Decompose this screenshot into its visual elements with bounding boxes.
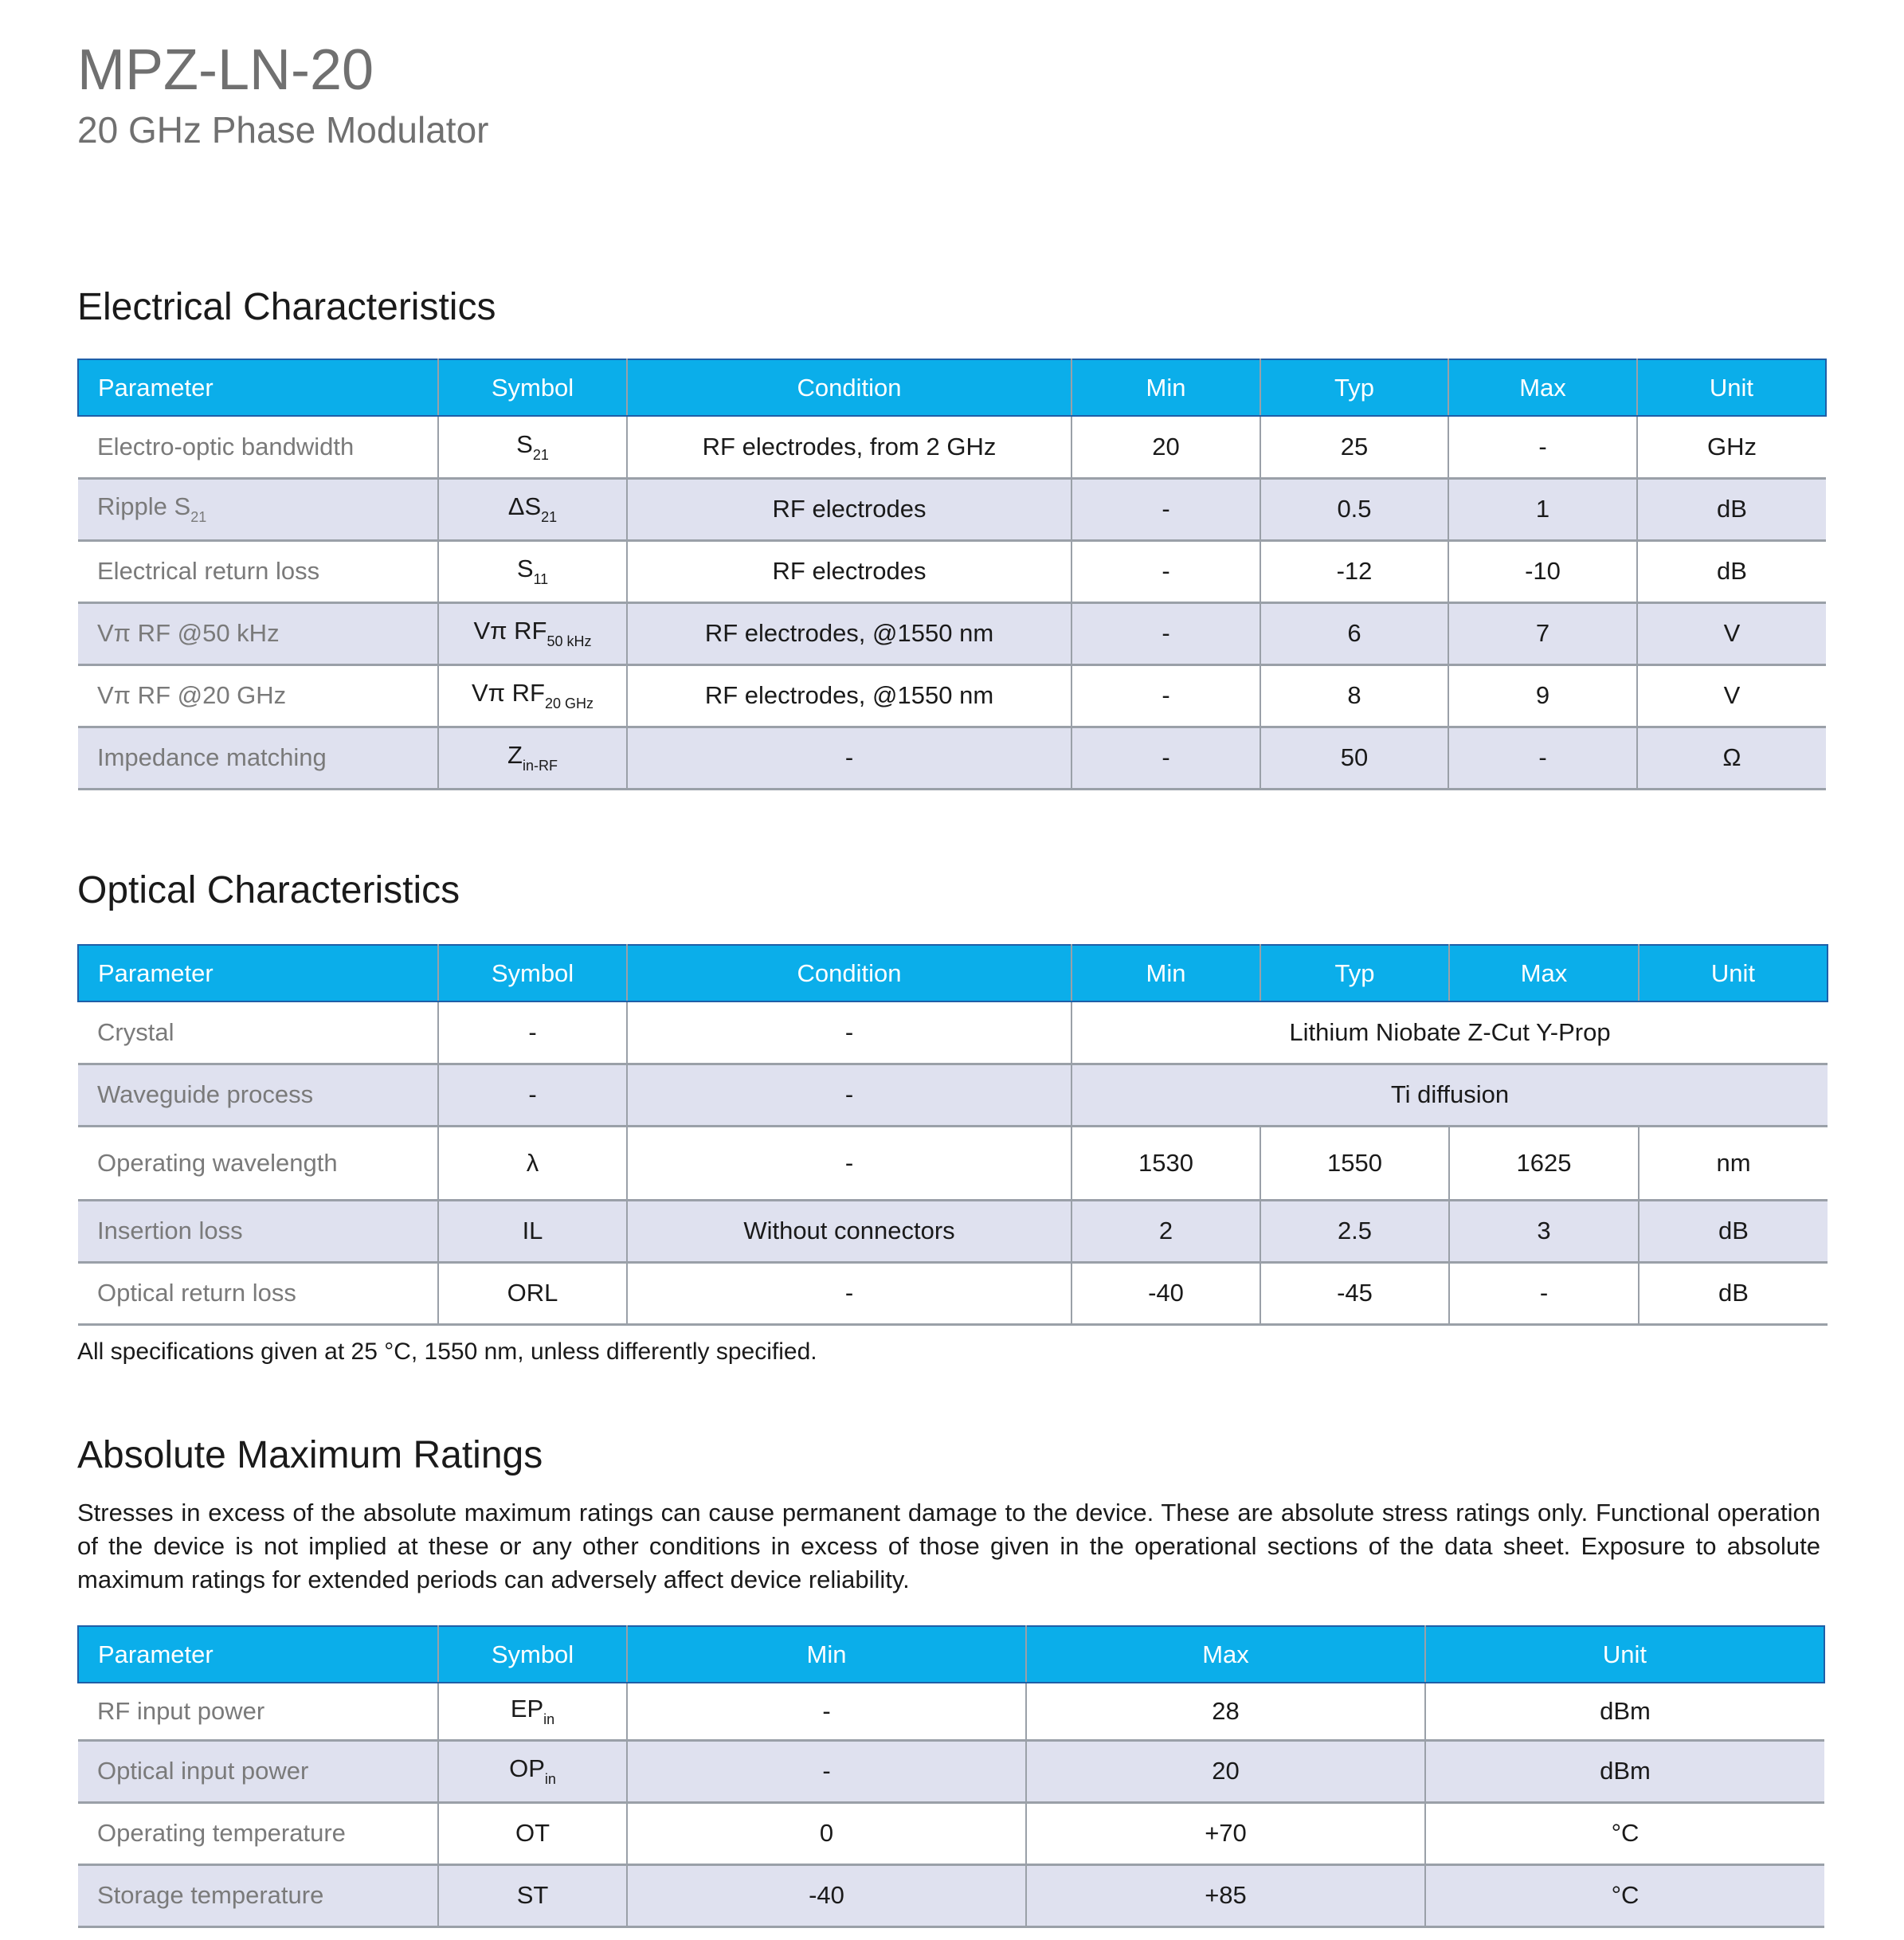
table-row bbox=[78, 1064, 1828, 1126]
condition-cell: RF electrodes bbox=[627, 540, 1071, 602]
min-cell: 0 bbox=[627, 1802, 1026, 1864]
max-cell: 1625 bbox=[1449, 1126, 1639, 1200]
symbol-cell: λ bbox=[438, 1126, 627, 1200]
absolute-table bbox=[77, 1625, 1825, 1928]
symbol-cell: $OP_{in}$ bbox=[438, 1740, 627, 1802]
max-cell: +70 bbox=[1026, 1802, 1425, 1864]
typ-cell: 25 bbox=[1260, 416, 1448, 478]
max-cell: - bbox=[1448, 727, 1637, 789]
max-cell: 7 bbox=[1448, 602, 1637, 664]
merged-value-cell: Ti diffusion bbox=[1071, 1064, 1828, 1126]
typ-cell: 50 bbox=[1260, 727, 1448, 789]
max-cell: 3 bbox=[1449, 1200, 1639, 1262]
unit-cell: dB bbox=[1637, 478, 1826, 540]
table-row bbox=[78, 1262, 1828, 1324]
col-header: Max bbox=[1026, 1626, 1425, 1683]
param-cell: Vπ RF @50 kHz bbox=[78, 602, 438, 664]
param-cell: Crystal bbox=[78, 1001, 438, 1064]
col-header: Unit bbox=[1639, 945, 1828, 1001]
max-cell: - bbox=[1449, 1262, 1639, 1324]
table-row bbox=[78, 1683, 1824, 1740]
table-row bbox=[78, 540, 1826, 602]
typ-cell: 6 bbox=[1260, 602, 1448, 664]
absolute-heading: Absolute Maximum Ratings bbox=[77, 1434, 543, 1476]
param-cell: Electrical return loss bbox=[78, 540, 438, 602]
param-cell: RF input power bbox=[78, 1683, 438, 1740]
param-cell: Insertion loss bbox=[78, 1200, 438, 1262]
min-cell: 1530 bbox=[1071, 1126, 1260, 1200]
absolute-description: Stresses in excess of the absolute maximum ratings can cause permanent damage to the device. These are absolute stress ratings only. Functional operation of the device is not implied at these or any other conditions in excess of those given in the operational sections of the data sheet. Exposure to absolute maximum ratings for extended periods can adversely affect device reliability. bbox=[77, 1499, 1820, 1593]
symbol-cell: ST bbox=[438, 1864, 627, 1926]
col-header: Min bbox=[1071, 359, 1260, 416]
col-header: Symbol bbox=[438, 359, 627, 416]
symbol-cell: - bbox=[438, 1001, 627, 1064]
unit-cell: GHz bbox=[1637, 416, 1826, 478]
min-cell: - bbox=[1071, 727, 1260, 789]
electrical-table bbox=[77, 359, 1827, 790]
col-header: Parameter bbox=[78, 945, 438, 1001]
col-header: Parameter bbox=[78, 359, 438, 416]
symbol-cell: ORL bbox=[438, 1262, 627, 1324]
col-header: Typ bbox=[1260, 359, 1448, 416]
unit-cell: Ω bbox=[1637, 727, 1826, 789]
unit-cell: °C bbox=[1425, 1802, 1824, 1864]
condition-cell: - bbox=[627, 1001, 1071, 1064]
max-cell: - bbox=[1448, 416, 1637, 478]
unit-cell: nm bbox=[1639, 1126, 1828, 1200]
symbol-cell: $\Delta S_{21}$ bbox=[438, 478, 627, 540]
param-cell: Electro-optic bandwidth bbox=[78, 416, 438, 478]
unit-cell: °C bbox=[1425, 1864, 1824, 1926]
optical-table bbox=[77, 944, 1828, 1326]
symbol-cell: Vπ $RF_{20 GHz}$ bbox=[438, 664, 627, 727]
symbol-cell: - bbox=[438, 1064, 627, 1126]
typ-cell: 1550 bbox=[1260, 1126, 1449, 1200]
col-header: Symbol bbox=[438, 945, 627, 1001]
param-cell: Optical input power bbox=[78, 1740, 438, 1802]
table-row bbox=[78, 602, 1826, 664]
table-row bbox=[78, 416, 1826, 478]
unit-cell: dB bbox=[1639, 1200, 1828, 1262]
typ-cell: 0.5 bbox=[1260, 478, 1448, 540]
table-row bbox=[78, 1864, 1824, 1926]
max-cell: -10 bbox=[1448, 540, 1637, 602]
min-cell: - bbox=[627, 1740, 1026, 1802]
product-title: MPZ-LN-20 bbox=[77, 38, 374, 102]
col-header: Typ bbox=[1260, 945, 1449, 1001]
min-cell: 2 bbox=[1071, 1200, 1260, 1262]
symbol-cell: $Z_{in-RF}$ bbox=[438, 727, 627, 789]
col-header: Unit bbox=[1425, 1626, 1824, 1683]
condition-cell: RF electrodes, @1550 nm bbox=[627, 602, 1071, 664]
col-header: Min bbox=[627, 1626, 1026, 1683]
min-cell: - bbox=[627, 1683, 1026, 1740]
min-cell: -40 bbox=[1071, 1262, 1260, 1324]
col-header: Symbol bbox=[438, 1626, 627, 1683]
condition-cell: - bbox=[627, 1126, 1071, 1200]
col-header: Max bbox=[1448, 359, 1637, 416]
param-cell: Storage temperature bbox=[78, 1864, 438, 1926]
min-cell: - bbox=[1071, 478, 1260, 540]
min-cell: - bbox=[1071, 664, 1260, 727]
typ-cell: -12 bbox=[1260, 540, 1448, 602]
unit-cell: dBm bbox=[1425, 1683, 1824, 1740]
table-row bbox=[78, 1200, 1828, 1262]
col-header: Max bbox=[1449, 945, 1639, 1001]
max-cell: 28 bbox=[1026, 1683, 1425, 1740]
min-cell: -40 bbox=[627, 1864, 1026, 1926]
table-row bbox=[78, 1126, 1828, 1200]
spec-footnote: All specifications given at 25 °C, 1550 nm, unless differently specified. bbox=[77, 1338, 817, 1365]
symbol-cell: $EP_{in}$ bbox=[438, 1683, 627, 1740]
condition-cell: - bbox=[627, 1064, 1071, 1126]
optical-header-row bbox=[78, 945, 1828, 1001]
param-cell: Operating temperature bbox=[78, 1802, 438, 1864]
unit-cell: dB bbox=[1639, 1262, 1828, 1324]
condition-cell: RF electrodes, from 2 GHz bbox=[627, 416, 1071, 478]
typ-cell: 8 bbox=[1260, 664, 1448, 727]
max-cell: +85 bbox=[1026, 1864, 1425, 1926]
product-subtitle: 20 GHz Phase Modulator bbox=[77, 109, 489, 151]
col-header: Condition bbox=[627, 945, 1071, 1001]
table-row bbox=[78, 1740, 1824, 1802]
col-header: Parameter bbox=[78, 1626, 438, 1683]
unit-cell: dBm bbox=[1425, 1740, 1824, 1802]
unit-cell: V bbox=[1637, 664, 1826, 727]
param-cell: Waveguide process bbox=[78, 1064, 438, 1126]
col-header: Min bbox=[1071, 945, 1260, 1001]
condition-cell: - bbox=[627, 727, 1071, 789]
table-row bbox=[78, 478, 1826, 540]
max-cell: 20 bbox=[1026, 1740, 1425, 1802]
symbol-cell: OT bbox=[438, 1802, 627, 1864]
condition-cell: Without connectors bbox=[627, 1200, 1071, 1262]
param-cell: Operating wavelength bbox=[78, 1126, 438, 1200]
condition-cell: RF electrodes, @1550 nm bbox=[627, 664, 1071, 727]
symbol-cell: $S_{21}$ bbox=[438, 416, 627, 478]
max-cell: 9 bbox=[1448, 664, 1637, 727]
table-row bbox=[78, 1001, 1828, 1064]
symbol-cell: $S_{11}$ bbox=[438, 540, 627, 602]
typ-cell: 2.5 bbox=[1260, 1200, 1449, 1262]
merged-value-cell: Lithium Niobate Z-Cut Y-Prop bbox=[1071, 1001, 1828, 1064]
unit-cell: V bbox=[1637, 602, 1826, 664]
param-cell: Optical return loss bbox=[78, 1262, 438, 1324]
param-cell: Impedance matching bbox=[78, 727, 438, 789]
min-cell: 20 bbox=[1071, 416, 1260, 478]
absolute-header-row bbox=[78, 1626, 1824, 1683]
symbol-cell: Vπ $RF_{50 kHz}$ bbox=[438, 602, 627, 664]
condition-cell: - bbox=[627, 1262, 1071, 1324]
electrical-heading: Electrical Characteristics bbox=[77, 286, 496, 328]
max-cell: 1 bbox=[1448, 478, 1637, 540]
condition-cell: RF electrodes bbox=[627, 478, 1071, 540]
col-header: Condition bbox=[627, 359, 1071, 416]
electrical-header-row bbox=[78, 359, 1826, 416]
unit-cell: dB bbox=[1637, 540, 1826, 602]
table-row bbox=[78, 664, 1826, 727]
typ-cell: -45 bbox=[1260, 1262, 1449, 1324]
param-cell: Ripple $S_{21}$ bbox=[78, 478, 438, 540]
symbol-cell: IL bbox=[438, 1200, 627, 1262]
param-cell: Vπ RF @20 GHz bbox=[78, 664, 438, 727]
table-row bbox=[78, 727, 1826, 789]
table-row bbox=[78, 1802, 1824, 1864]
col-header: Unit bbox=[1637, 359, 1826, 416]
optical-heading: Optical Characteristics bbox=[77, 869, 460, 911]
min-cell: - bbox=[1071, 602, 1260, 664]
min-cell: - bbox=[1071, 540, 1260, 602]
